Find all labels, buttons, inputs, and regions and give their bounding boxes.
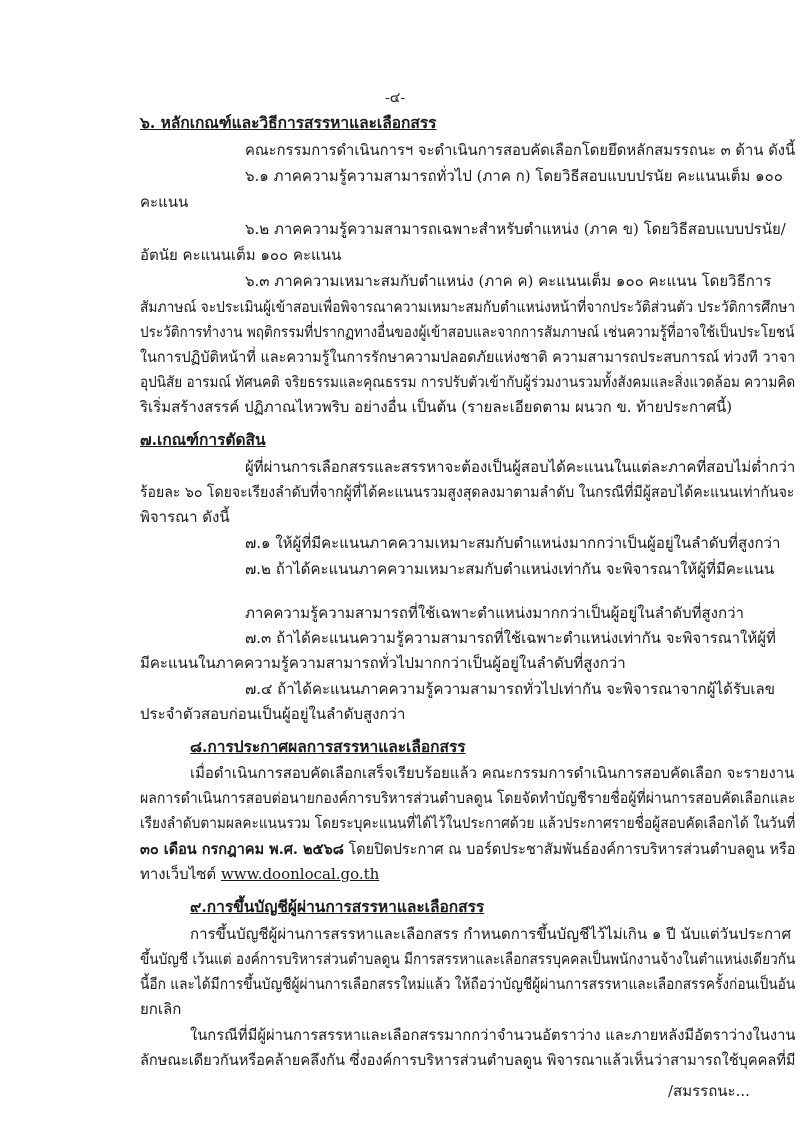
paragraph-line: ร้อยละ ๖๐ โดยจะเรียงลำดับที่จากผู้ที่ได้คะแนนรวมสูงสุดลงมาตามลำดับ ในกรณีที่มีผู้สอบได้คะแนนเท่ากันจะ: [140, 483, 795, 501]
paragraph-line: อัตนัย คะแนนเต็ม ๑๐๐ คะแนน: [140, 246, 342, 264]
paragraph-line: การขึ้นบัญชีผู้ผ่านการสรรหาและเลือกสรร กำหนดการขึ้นบัญชีไว้ไม่เกิน ๑ ปี นับแต่วันประกาศ: [190, 925, 791, 943]
paragraph-line: เมื่อดำเนินการสอบคัดเลือกเสร็จเรียบร้อยแล้ว คณะกรรมการดำเนินการสอบคัดเลือก จะรายงาน: [190, 764, 795, 782]
paragraph-line: คะแนน: [140, 193, 189, 211]
paragraph-line: ๗.๓ ถ้าได้คะแนนความรู้ความสามารถที่ใช้เฉพาะตำแหน่งเท่ากัน จะพิจารณาให้ผู้ที่: [245, 629, 776, 647]
paragraph-line: ๖.๑ ภาคความรู้ความสามารถทั่วไป (ภาค ก) โดยวิธีสอบแบบปรนัย คะแนนเต็ม ๑๐๐: [245, 167, 783, 185]
paragraph-line: ในกรณีที่มีผู้ผ่านการสรรหาและเลือกสรรมากกว่าจำนวนอัตราว่าง และภายหลังมีอัตราว่างในงาน: [190, 1026, 796, 1044]
paragraph-line: ๗.๒ ถ้าได้คะแนนภาคความเหมาะสมกับตำแหน่งเท่ากัน จะพิจารณาให้ผู้ที่มีคะแนน: [245, 560, 775, 578]
announcement-location: โดยปิดประกาศ ณ บอร์ดประชาสัมพันธ์องค์การบริหารส่วนตำบลดูน หรือ: [343, 840, 796, 858]
paragraph-line: ประจำตัวสอบก่อนเป็นผู้อยู่ในลำดับสูงกว่า: [140, 705, 406, 723]
section-6-heading: ๖. หลักเกณฑ์และวิธีการสรรหาและเลือกสรร: [140, 113, 437, 132]
continuation-marker: /สมรรถนะ...: [668, 1082, 750, 1100]
paragraph-line: ภาคความรู้ความสามารถที่ใช้เฉพาะตำแหน่งมากกว่าเป็นผู้อยู่ในลำดับที่สูงกว่า: [245, 604, 744, 622]
section-9-heading: ๙.การขึ้นบัญชีผู้ผ่านการสรรหาและเลือกสรร: [190, 897, 485, 916]
paragraph-line: อุปนิสัย อารมณ์ ทัศนคติ จริยธรรมและคุณธรรม การปรับตัวเข้ากับผู้ร่วมงานรวมทั้งสังคมและสิ่งแวดล้อม ความคิด: [140, 373, 796, 391]
paragraph-line: มีคะแนนในภาคความรู้ความสามารถทั่วไปมากกว่าเป็นผู้อยู่ในลำดับที่สูงกว่า: [140, 654, 626, 672]
paragraph-line: ผู้ที่ผ่านการเลือกสรรและสรรหาจะต้องเป็นผู้สอบได้คะแนนในแต่ละภาคที่สอบไม่ต่ำกว่า: [245, 458, 796, 476]
section-7-heading: ๗.เกณฑ์การตัดสิน: [140, 430, 266, 449]
paragraph-line: ขึ้นบัญชี เว้นแต่ องค์การบริหารส่วนตำบลดูน มีการสรรหาและเลือกสรรบุคคลเป็นพนักงานจ้างในตำแหน่งเดียวกัน: [140, 950, 796, 968]
paragraph-line: ริเริ่มสร้างสรรค์ ปฏิภาณไหวพริบ อย่างอื่น เป็นต้น (รายละเอียดตาม ผนวก ข. ท้ายประกาศนี้): [140, 398, 733, 416]
paragraph-line: ในการปฏิบัติหน้าที่ และความรู้ในการรักษาความปลอดภัยแห่งชาติ ความสามารถประสบการณ์ ท่วงที วาจา: [140, 348, 796, 366]
paragraph-line: ๖.๒ ภาคความรู้ความสามารถเฉพาะสำหรับตำแหน่ง (ภาค ข) โดยวิธีสอบแบบปรนัย/: [245, 220, 786, 238]
paragraph-line: ๗.๔ ถ้าได้คะแนนภาคความรู้ความสามารถทั่วไปเท่ากัน จะพิจารณาจากผู้ได้รับเลข: [245, 680, 775, 698]
paragraph-line: ยกเลิก: [140, 1000, 182, 1018]
paragraph-line: ประวัติการทำงาน พฤติกรรมที่ปรากฏทางอื่นของผู้เข้าสอบและจากการสัมภาษณ์ เช่นความรู้ที่อาจใช้เป็นประโยชน์: [140, 323, 795, 341]
paragraph-line: สัมภาษณ์ จะประเมินผู้เข้าสอบเพื่อพิจารณาความเหมาะสมกับตำแหน่งหน้าที่จากประวัติส่วนตัว ประวัติการศึกษา: [140, 298, 796, 316]
page-number: -๔-: [385, 90, 406, 106]
announcement-date-line: [140, 839, 795, 859]
paragraph-line: คณะกรรมการดำเนินการฯ จะดำเนินการสอบคัดเลือกโดยยึดหลักสมรรถนะ ๓ ด้าน ดังนี้: [245, 141, 796, 159]
section-8-heading: ๘.การประกาศผลการสรรหาและเลือกสรร: [190, 737, 466, 756]
paragraph-line: ๖.๓ ภาคความเหมาะสมกับตำแหน่ง (ภาค ค) คะแนนเต็ม ๑๐๐ คะแนน โดยวิธีการ: [245, 272, 772, 290]
paragraph-line: ผลการดำเนินการสอบต่อนายกองค์การบริหารส่วนตำบลดูน โดยจัดทำบัญชีรายชื่อผู้ที่ผ่านการสอบคัดเลือกและ: [140, 789, 796, 807]
paragraph-line: เรียงลำดับตามผลคะแนนรวม โดยระบุคะแนนที่ได้ไว้ในประกาศด้วย แล้วประกาศรายชื่อผู้สอบคัดเลือกได้ ในวันที่: [140, 814, 796, 832]
announcement-date: ๓๐ เดือน กรกฎาคม พ.ศ. ๒๕๖๘: [140, 840, 344, 858]
paragraph-line: พิจารณา ดังนี้: [140, 508, 230, 526]
paragraph-line: นี้อีก และได้มีการขึ้นบัญชีผู้ผ่านการเลือกสรรใหม่แล้ว ให้ถือว่าบัญชีผู้ผ่านการสรรหาและเลือกสรรครั้งก่อนเป็นอัน: [140, 975, 796, 993]
paragraph-line: ๗.๑ ให้ผู้ที่มีคะแนนภาคความเหมาะสมกับตำแหน่งมากกว่าเป็นผู้อยู่ในลำดับที่สูงกว่า: [245, 534, 781, 552]
website-line: [140, 864, 379, 884]
website-prefix: ทางเว็บไซต์: [140, 865, 221, 883]
paragraph-line: ลักษณะเดียวกันหรือคล้ายคลึงกัน ซึ่งองค์การบริหารส่วนตำบลดูน พิจารณาแล้วเห็นว่าสามารถใช้บุคคลที่มี: [140, 1051, 796, 1069]
website-link[interactable]: www.doonlocal.go.th: [220, 865, 380, 883]
